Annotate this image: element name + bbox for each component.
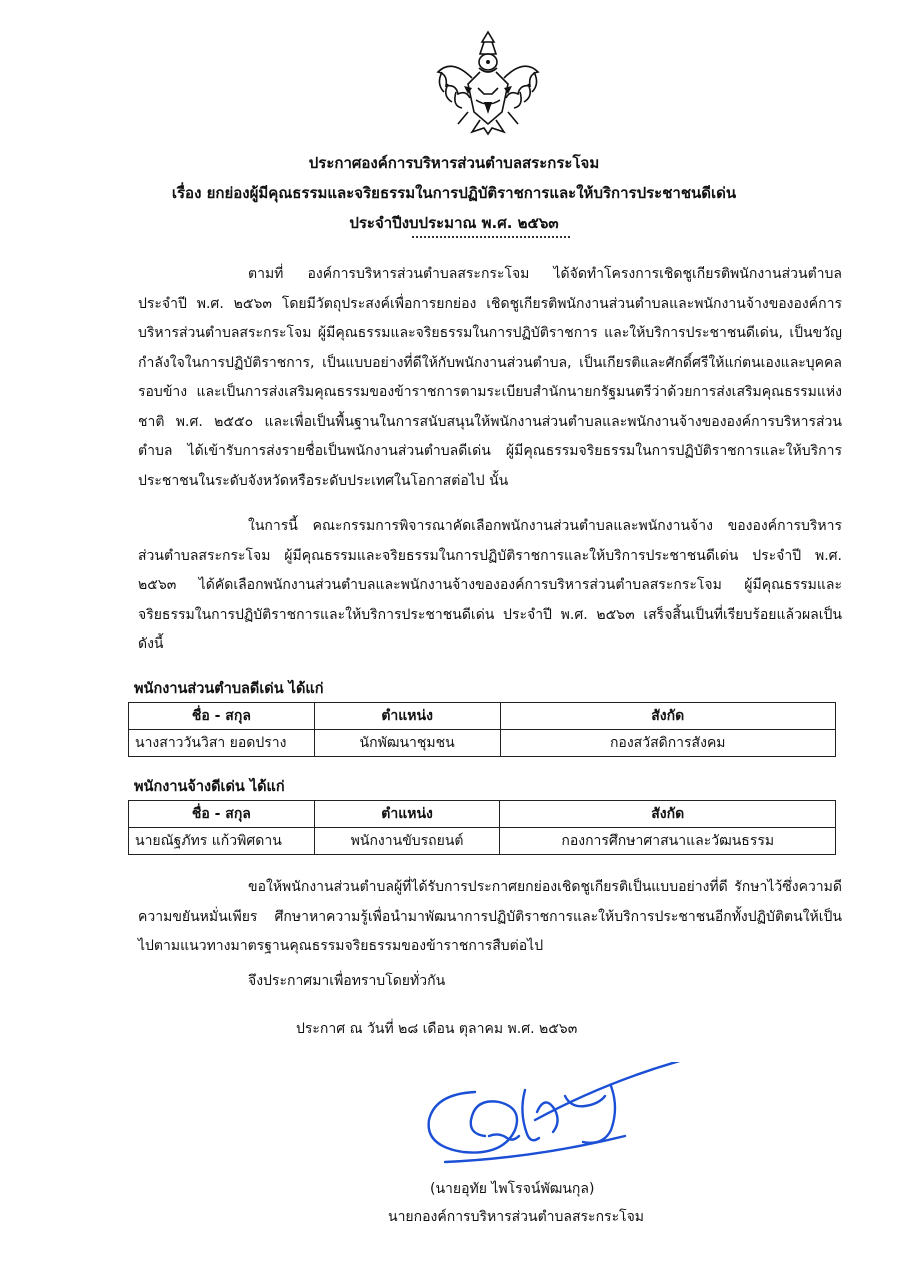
cell-division: กองการศึกษาศาสนาและวัฒนธรรม: [500, 828, 836, 855]
cell-division: กองสวัสดิการสังคม: [500, 730, 836, 757]
signer-title: นายกองค์การบริหารส่วนตำบลสระกระโจม: [388, 1209, 645, 1225]
dotted-separator: [412, 236, 570, 238]
announce-line: จึงประกาศมาเพื่อทราบโดยทั่วกัน: [248, 973, 446, 989]
fiscal-year-line: ประจำปีงบประมาณ พ.ศ. ๒๕๖๓: [349, 214, 559, 232]
cell-name: นายณัฐภัทร แก้วพิศดาน: [129, 828, 315, 855]
header-name: ชื่อ - สกุล: [129, 801, 315, 828]
announcement-title: ประกาศองค์การบริหารส่วนตำบลสระกระโจม: [308, 154, 600, 172]
paragraph-closing: ขอให้พนักงานส่วนตำบลผู้ที่ได้รับการประกาศยกย่องเชิดชูเกียรติเป็นแบบอย่างที่ดี รักษาไว้ซึ่งความดี ความขยันหมั่นเพียร ศึกษาหาความรู้เพื่อนำมาพัฒนาการปฏิบัติราชการและให้บริการประชาชนอีกทั้งปฏิบัติตนให้เป็นไปตามแนวทางมาตรฐานคุณธรรมจริยธรรมของข้าราชการสืบต่อไป: [138, 879, 842, 954]
section-title-contract: พนักงานจ้างดีเด่น ได้แก่: [134, 779, 285, 795]
header-name: ชื่อ - สกุล: [129, 703, 315, 730]
header-position: ตำแหน่ง: [314, 801, 500, 828]
contract-staff-table: [128, 800, 836, 855]
table-row: [129, 730, 836, 757]
section-title-staff: พนักงานส่วนตำบลดีเด่น ได้แก่: [134, 681, 324, 697]
announcement-subject: เรื่อง ยกย่องผู้มีคุณธรรมและจริยธรรมในการปฏิบัติราชการและให้บริการประชาชนดีเด่น: [171, 184, 737, 202]
signer-name: (นายอุทัย ไพโรจน์พัฒนกุล): [430, 1181, 595, 1197]
table-row: [129, 828, 836, 855]
cell-position: นักพัฒนาชุมชน: [314, 730, 500, 757]
header-division: สังกัด: [500, 703, 836, 730]
date-line: ประกาศ ณ วันที่ ๒๘ เดือน ตุลาคม พ.ศ. ๒๕๖๓: [296, 1021, 578, 1037]
table-header-row: [129, 801, 836, 828]
cell-name: นางสาววันวิสา ยอดปราง: [129, 730, 315, 757]
staff-table: [128, 702, 836, 757]
table-header-row: [129, 703, 836, 730]
signature-icon: [415, 1062, 695, 1187]
paragraph-background: ตามที่ องค์การบริหารส่วนตำบลสระกระโจม ได้จัดทำโครงการเชิดชูเกียรติพนักงานส่วนตำบล ประจำปี พ.ศ. ๒๕๖๓ โดยมีวัตถุประสงค์เพื่อการยกย่อง เชิดชูเกียรติพนักงานส่วนตำบลและพนักงานจ้างขององค์การบริหารส่วนตำบลสระกระโจม ผู้มีคุณธรรมและจริยธรรมในการปฏิบัติราชการ และให้บริการประชาชนดีเด่น, เป็นขวัญกำลังใจในการปฏิบัติราชการ, เป็นแบบอย่างที่ดีให้กับพนักงานส่วนตำบล, เป็นเกียรติและศักดิ์ศรีให้แก่ตนเองและบุคคลรอบข้าง และเป็นการส่งเสริมคุณธรรมของข้าราชการตามระเบียบสำนักนายกรัฐมนตรีว่าด้วยการส่งเสริมคุณธรรมแห่งชาติ พ.ศ. ๒๕๕๐ และเพื่อเป็นพื้นฐานในการสนับสนุนให้พนักงานส่วนตำบลและพนักงานจ้างขององค์การบริหารส่วนตำบล ได้เข้ารับการส่งรายชื่อเป็นพนักงานส่วนตำบลดีเด่น ผู้มีคุณธรรมจริยธรรมในการปฏิบัติราชการและให้บริการประชาชนในระดับจังหวัดหรือระดับประเทศในโอกาสต่อไป นั้น: [138, 266, 842, 489]
paragraph-selection: ในการนี้ คณะกรรมการพิจารณาคัดเลือกพนักงานส่วนตำบลและพนักงานจ้าง ขององค์การบริหารส่วนตำบลสระกระโจม ผู้มีคุณธรรมและจริยธรรมในการปฏิบัติราชการและให้บริการประชาชนดีเด่น ประจำปี พ.ศ. ๒๕๖๓ ได้คัดเลือกพนักงานส่วนตำบลและพนักงานจ้างขององค์การบริหารส่วนตำบลสระกระโจม ผู้มีคุณธรรมและจริยธรรมในการปฏิบัติราชการและให้บริการประชาชนดีเด่น ประจำปี พ.ศ. ๒๕๖๓ เสร็จสิ้นเป็นที่เรียบร้อยแล้วผลเป็น ดังนี้: [138, 518, 842, 652]
header-division: สังกัด: [500, 801, 836, 828]
header-position: ตำแหน่ง: [314, 703, 500, 730]
garuda-emblem-icon: [428, 28, 548, 138]
cell-position: พนักงานขับรถยนต์: [314, 828, 500, 855]
